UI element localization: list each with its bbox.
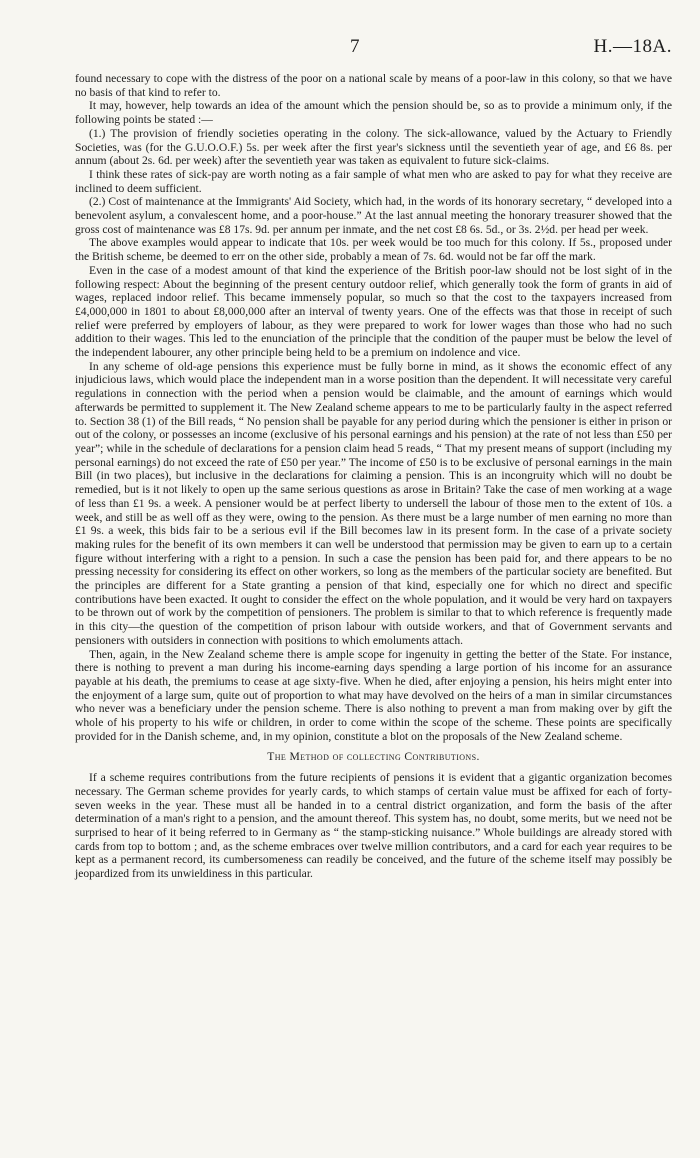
paragraph-point-2: (2.) Cost of maintenance at the Immigrants' Aid Society, which had, in the words of its honorary secretary, “ developed into a benevolent asylum, a convalescent home, and a poor-house.” At the last annual meeting the honorary treasurer showed that the gross cost of maintenance was £8 17s. 9d. per annum per inmate, and the net cost £8 6s. 5d., or 3s. 2½d. per head per week. <box>75 195 672 236</box>
document-reference: H.—18A. <box>593 36 672 57</box>
paragraph-continued: found necessary to cope with the distress of the poor on a national scale by means of a poor-law in this colony, so that we have no basis of that kind to refer to. <box>75 72 672 99</box>
paragraph-examples: The above examples would appear to indicate that 10s. per week would be too much for this colony. If 5s., proposed under the British scheme, be deemed to err on the other side, probably a mean of 7s. 6d. would not be far off the mark. <box>75 236 672 264</box>
paragraph-point-1: (1.) The provision of friendly societies operating in the colony. The sick-allowance, valued by the Actuary to Friendly Societies, was (for the G.U.O.O.F.) 5s. per week after the first year's sickness until the seventieth year of age, and £6 8s. per annum (about 2s. 6d. per week) after the seventieth year was taken as equivalent to future sick-claims. <box>75 126 672 168</box>
paragraph-intro-points: It may, however, help towards an idea of the amount which the pension should be, so as to provide a minimum only, if the following points be stated :— <box>75 99 672 127</box>
page-header <box>75 36 672 72</box>
paragraph-old-age-pensions: In any scheme of old-age pensions this experience must be fully borne in mind, as it shows the economic effect of any injudicious laws, which would place the independent man in a worse position than the dependent. It will necessitate very careful regulations in connection with the period when a pension would be claimable, and the amount of earnings which would afterwards be permitted to supplement it. The New Zealand scheme appears to me to be particularly faulty in the aspect referred to. Section 38 (1) of the Bill reads, “ No pension shall be payable for any period during which the pensioner is either in prison or out of the colony, or possesses an income (exclusive of his personal earnings and his pension) at the rate of not less than £50 per year”; while in the schedule of declarations for a pension claim head 5 reads, “ That my present means of support (including my personal earnings) do not exceed the rate of £50 per year.” The income of £50 is to be exclusive of personal earnings in the main Bill (in two places), but inclusive in the declarations for claiming a pension. This is an incongruity which will no doubt be remedied, but is it not likely to open up the same serious questions as arose in Britain? Take the case of men working at a wage of less than £1 9s. a week. A pensioner would be at perfect liberty to undersell the labour of those men to the extent of 10s. a week, and still be as well off as they were, owing to the pension. As there must be a large number of men earning no more than £1 9s. a week, this bids fair to be a serious evil if the Bill becomes law in its present form. In the case of a private society making rules for the benefit of its own members it can well be understood that permission may be given to earn up to a certain figure without interfering with a right to a pension. In such a case the pension has been paid for, and there appears to be no pressing necessity for considering its effect on other workers, so long as the members of the particular society are benefited. But the principles are different for a State granting a pension of that kind, especially one for which no direct and specific contributions have been exacted. It ought to consider the effect on the whole population, and it would be very hard on taxpayers to be thrown out of work by the competition of pensioners. The problem is similar to that to which reference is frequently made in this city—the question of the competition of prison labour with outside workers, and that of Government servants and pensioners with outsiders in connection with positions to which emoluments attach. <box>75 359 672 647</box>
section-heading: The Method of collecting Contributions. <box>267 750 480 764</box>
page-number: 7 <box>350 36 360 57</box>
paragraph-poor-law: Even in the case of a modest amount of that kind the experience of the British poor-law should not be lost sight of in the following respect: About the beginning of the present century outdoor relief, which generally took the form of grants in aid of wages, replaced indoor relief. This became immensely popular, so much so that the cost to the taxpayers increased from £4,000,000 in 1801 to about £8,000,000 after an interval of twenty years. One of the effects was that those in receipt of such relief were preferred by employers of labour, as they were prepared to work for lower wages than those who had no such addition to their wages. This led to the enunciation of the principle that the condition of the pauper must be below the level of the independent labourer, any other principle being held to be a premium on indolence and vice. <box>75 263 672 360</box>
paragraph-contributions: If a scheme requires contributions from the future recipients of pensions it is evident that a gigantic organization becomes necessary. The German scheme provides for yearly cards, to which stamps of certain value must be affixed for each of forty-seven weeks in the year. These must all be handed in to a central district organization, and form the basis of the after determination of a man's right to a pension, and the amount thereof. This system has, no doubt, some merits, but we need not be surprised to hear of it being referred to in Germany as “ the stamp-sticking nuisance.” Whole buildings are already stored with cards from top to bottom ; and, as the scheme embraces over twelve million contributors, and a card for each year requires to be kept as a permanent record, its cumbersomeness can readily be conceived, and the future of the scheme itself may possibly be jeopardized from its unwieldiness in this particular. <box>75 771 672 881</box>
document-body <box>75 72 672 881</box>
paragraph-ingenuity: Then, again, in the New Zealand scheme there is ample scope for ingenuity in getting the better of the State. For instance, there is nothing to prevent a man during his income-earning days spending a large portion of his income for an assurance payable at his death, the premiums to cease at age sixty-five. When he died, after enjoying a pension, his heirs might enter into the enjoyment of a large sum, quite out of proportion to what may have devolved on the heirs of a man in similar circumstances who never was a beneficiary under the pension scheme. There is also nothing to prevent a man from making over by gift the whole of his property to his wife or children, in order to come within the scope of the scheme. These points are specifically provided for in the Danish scheme, and, in my opinion, constitute a blot on the proposals of the New Zealand scheme. <box>75 647 672 743</box>
paragraph-sick-pay: I think these rates of sick-pay are worth noting as a fair sample of what men who are asked to pay for what they receive are inclined to deem sufficient. <box>75 167 672 195</box>
